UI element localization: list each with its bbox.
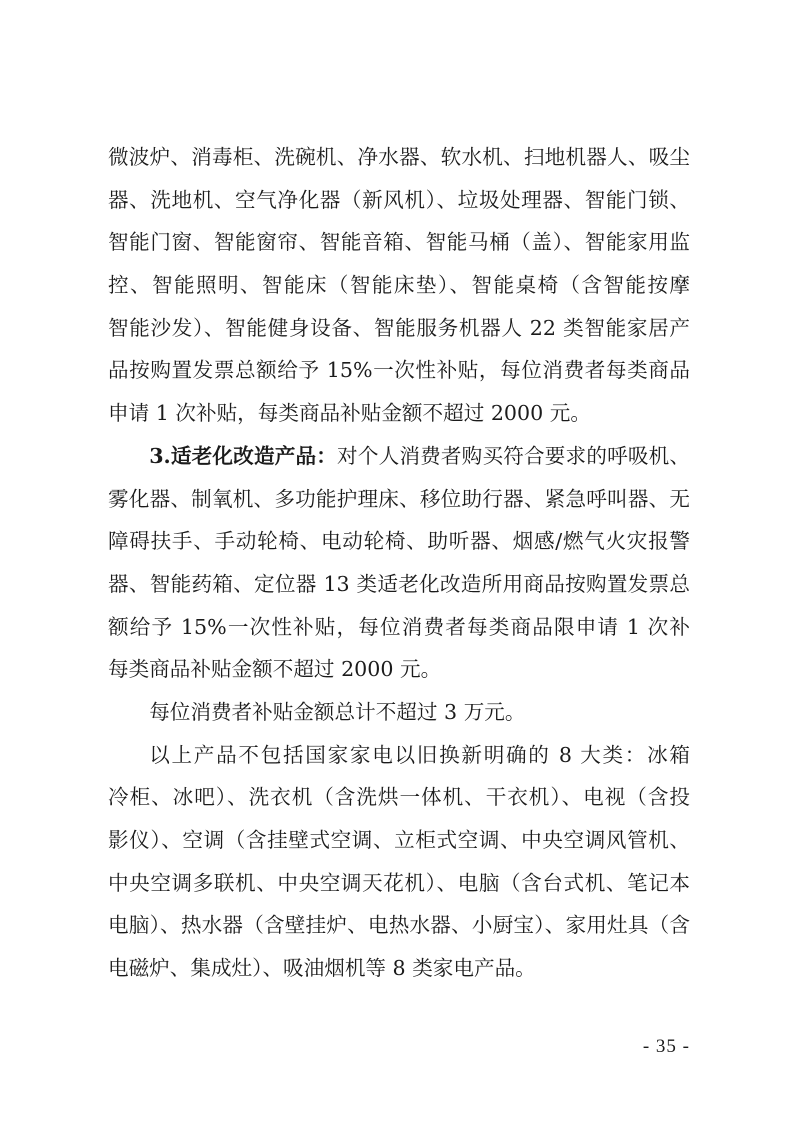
text-line: 影仪）、空调（含挂壁式空调、立柜式空调、中央空调风管机、 xyxy=(108,828,690,852)
text-line: 雾化器、制氧机、多功能护理床、移位助行器、紧急呼叫器、无 xyxy=(108,486,690,511)
text-line: 以上产品不包括国家家电以旧换新明确的 8 大类：冰箱 xyxy=(149,742,690,767)
text-span: 对个人消费者购买符合要求的呼吸机、 xyxy=(337,443,690,468)
page-number: - 35 - xyxy=(642,1036,690,1057)
text-line: 额给予 15%一次性补贴，每位消费者每类商品限申请 1 次补 xyxy=(108,614,690,639)
paragraph-elderly-products xyxy=(108,435,690,691)
section-heading: 3.适老化改造产品： xyxy=(149,443,338,468)
text-line: 电脑）、热水器（含壁挂炉、电热水器、小厨宝）、家用灶具（含 xyxy=(108,913,690,938)
text-line: 中央空调多联机、中央空调天花机）、电脑（含台式机、笔记本 xyxy=(108,870,690,895)
text-line: 电磁炉、集成灶）、吸油烟机等 8 类家电产品。 xyxy=(108,956,536,981)
text-line: 障碍扶手、手动轮椅、电动轮椅、助听器、烟感/燃气火灾报警 xyxy=(108,529,690,554)
text-line: 微波炉、消毒柜、洗碗机、净水器、软水机、扫地机器人、吸尘 xyxy=(108,145,690,169)
text-line: 每类商品补贴金额不超过 2000 元。 xyxy=(108,657,442,682)
text-line: 智能门窗、智能窗帘、智能音箱、智能马桶（盖）、智能家用监 xyxy=(108,230,690,255)
text-line: 器、洗地机、空气净化器（新风机）、垃圾处理器、智能门锁、 xyxy=(108,187,690,212)
paragraph-total-cap xyxy=(108,691,690,734)
text-line: 控、智能照明、智能床（智能床垫）、智能桌椅（含智能按摩 xyxy=(108,273,690,298)
text-line: 品按购置发票总额给予 15%一次性补贴，每位消费者每类商品 xyxy=(108,358,690,383)
paragraph-exclusions xyxy=(108,734,690,990)
document-body xyxy=(108,136,690,990)
text-line: 智能沙发）、智能健身设备、智能服务机器人 22 类智能家居产 xyxy=(108,315,690,340)
text-line xyxy=(108,435,690,478)
text-line: 冷柜、冰吧）、洗衣机（含洗烘一体机、干衣机）、电视（含投 xyxy=(108,785,690,810)
text-line: 每位消费者补贴金额总计不超过 3 万元。 xyxy=(149,699,526,724)
text-line: 器、智能药箱、定位器 13 类适老化改造所用商品按购置发票总 xyxy=(108,571,690,596)
paragraph-smart-home xyxy=(108,136,690,435)
text-line: 申请 1 次补贴，每类商品补贴金额不超过 2000 元。 xyxy=(108,401,591,426)
